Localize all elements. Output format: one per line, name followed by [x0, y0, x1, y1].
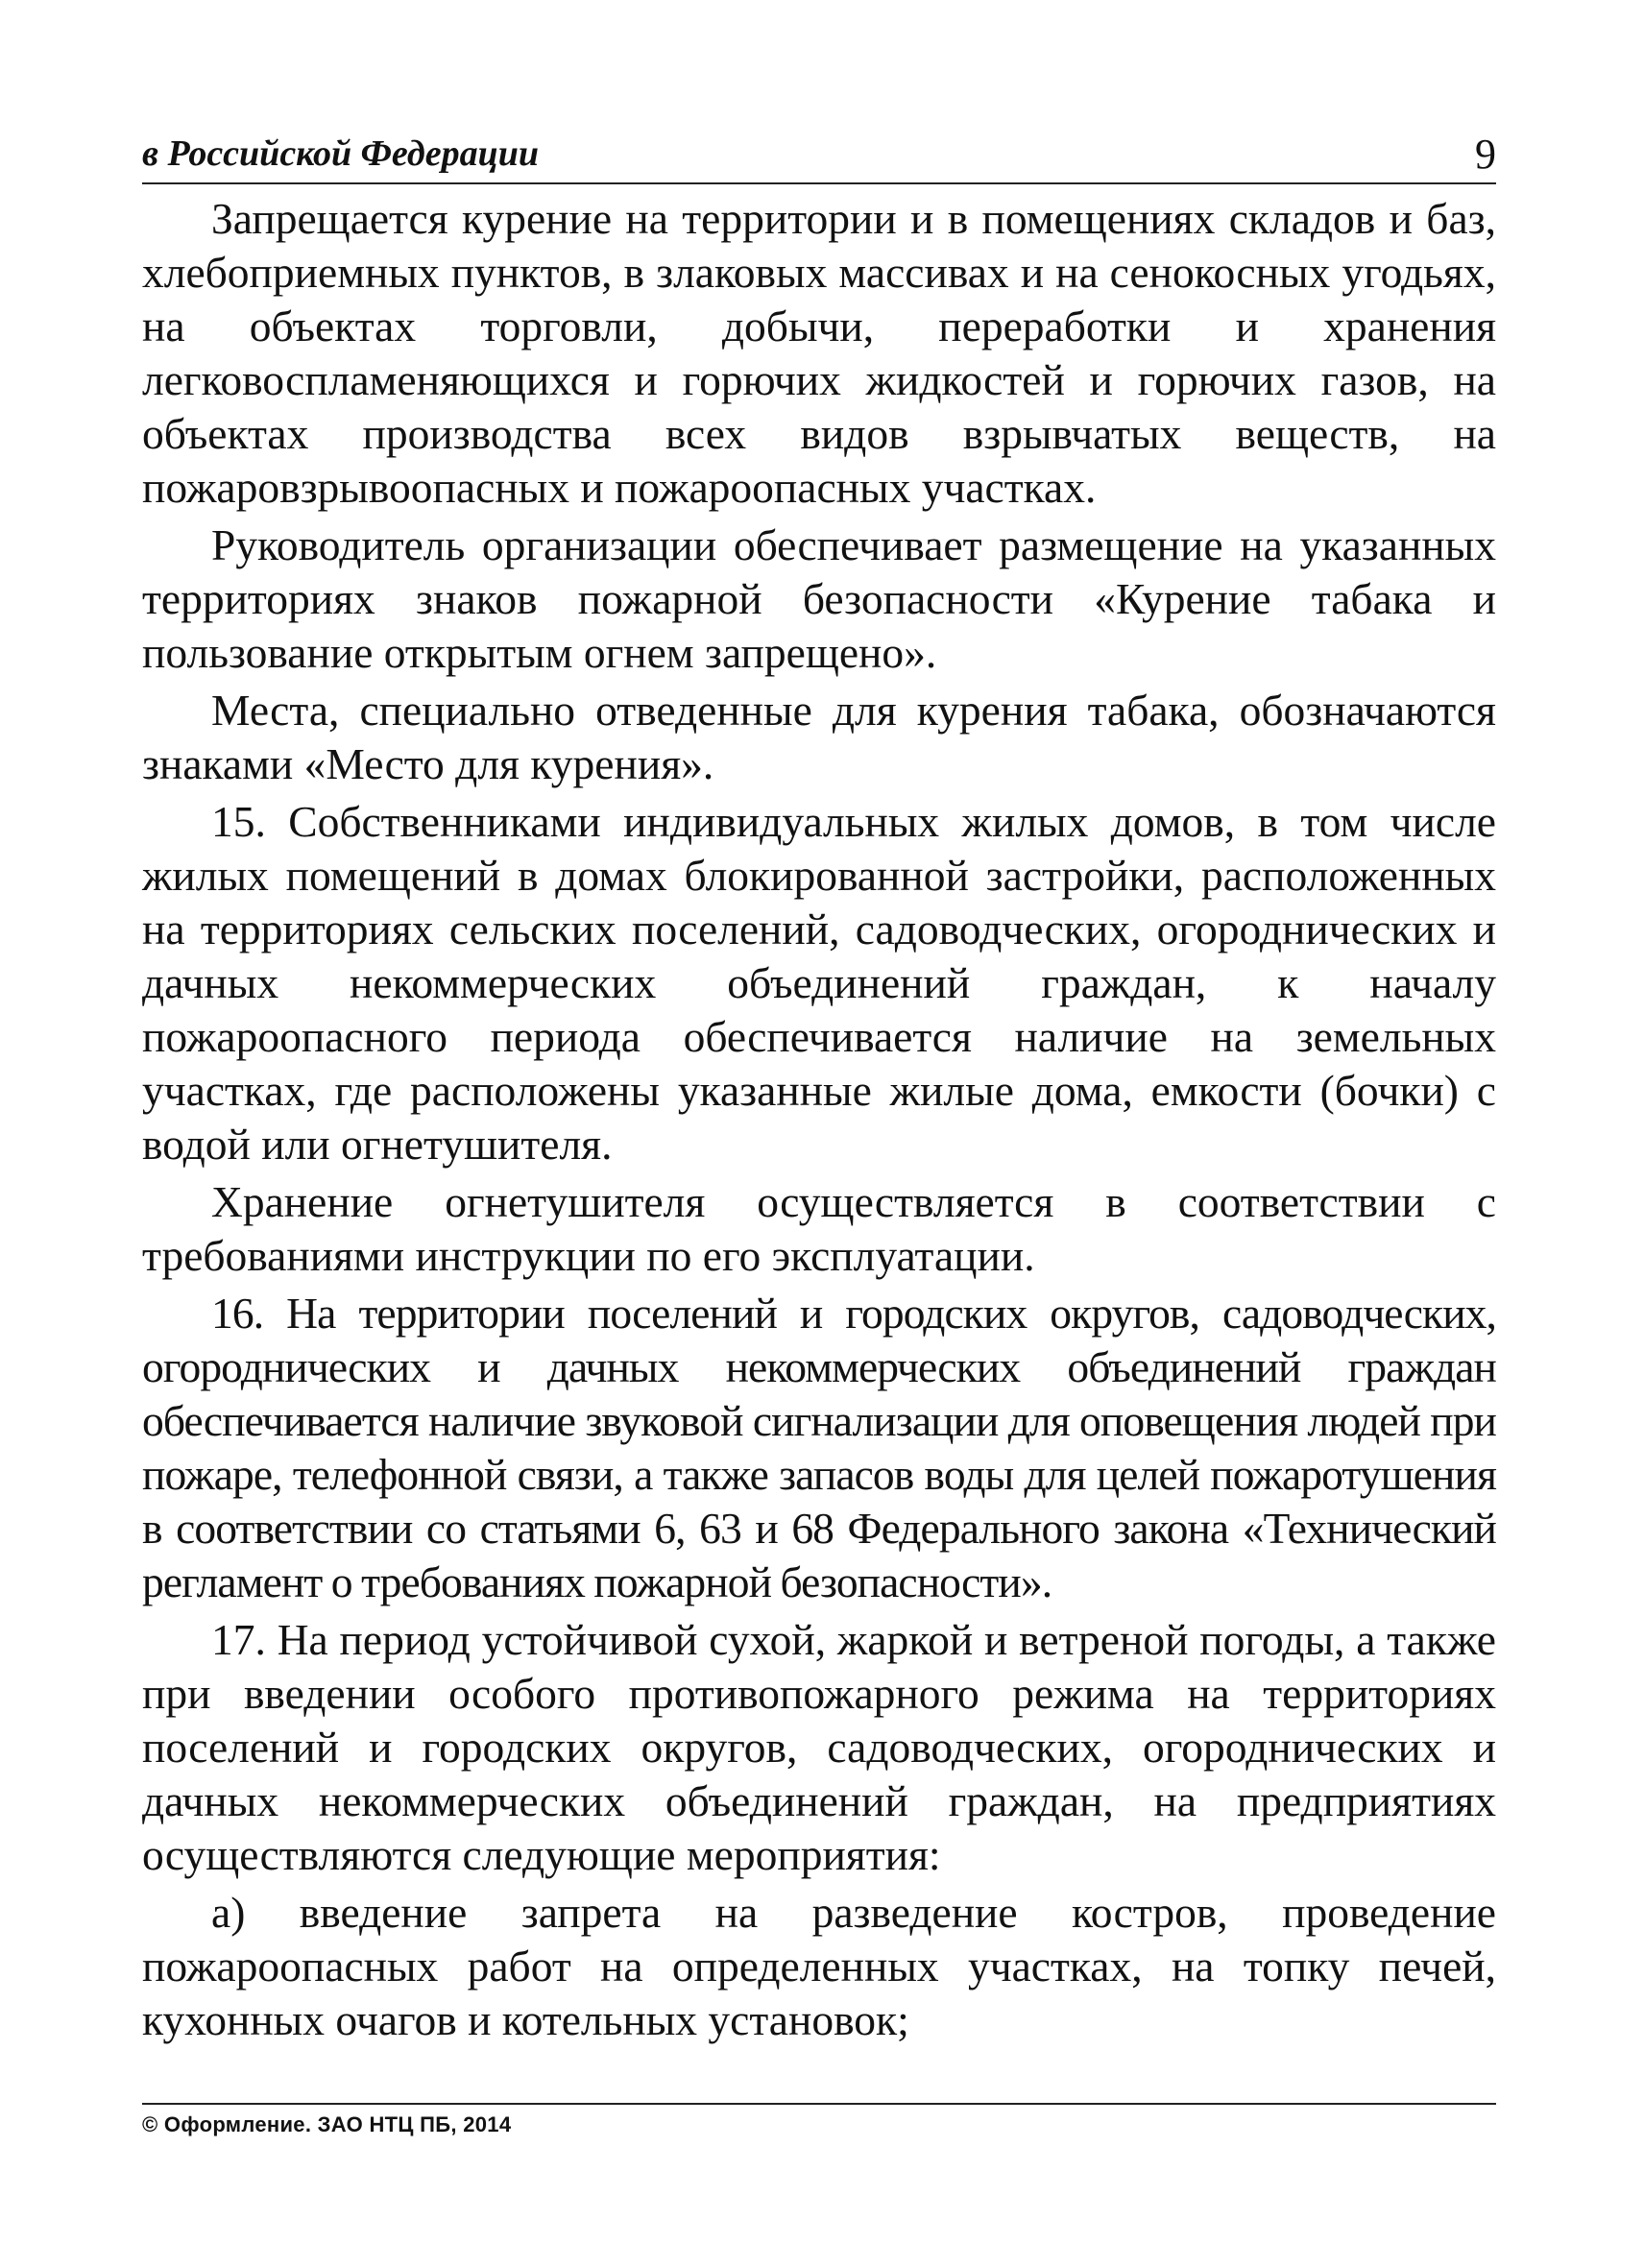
page-number: 9 — [1475, 131, 1496, 178]
paragraph-smoking-areas: Места, специально отведенные для курения табака, обозначаются знаками «Место для курения». — [142, 686, 1496, 788]
paragraph-item-16: 16. На территории поселений и городских округов, садоводческих, огороднических и дачных некоммерческих объединений граждан обеспечивается наличие звуковой сигнализации для оповещения людей при пожаре, телефонной связи, а также запасов воды для целей пожаротушения в соответствии со статьями 6, 63 и 68 Федерального закона «Технический регламент о требованиях пожарной безопасности». — [142, 1289, 1496, 1606]
running-title: в Российской Федерации — [142, 133, 539, 174]
paragraph-extinguisher-storage: Хранение огнетушителя осуществляется в соответствии с требованиями инструкции по его эксплуатации. — [142, 1177, 1496, 1280]
running-header — [142, 123, 1496, 184]
page-footer — [142, 2103, 1496, 2137]
paragraph-smoking-ban: Запрещается курение на территории и в помещениях складов и баз, хлебоприемных пунктов, в злаковых массивах и на сенокосных угодьях, на объектах торговли, добычи, переработки и хранения легковоспламеняющихся и горючих жидкостей и горючих газов, на объектах производства всех видов взрывчатых веществ, на пожаровзрывоопасных и пожароопасных участках. — [142, 194, 1496, 512]
body-text — [142, 192, 1496, 2051]
copyright-notice: © Оформление. ЗАО НТЦ ПБ, 2014 — [142, 2112, 512, 2136]
paragraph-safety-signs: Руководитель организации обеспечивает размещение на указанных территориях знаков пожарной безопасности «Курение табака и пользование открытым огнем запрещено». — [142, 520, 1496, 677]
document-page — [142, 0, 1496, 2268]
paragraph-item-17a: а) введение запрета на разведение костров, проведение пожароопасных работ на определенных участках, на топку печей, кухонных очагов и котельных установок; — [142, 1888, 1496, 2044]
paragraph-item-15: 15. Собственниками индивидуальных жилых домов, в том числе жилых помещений в домах блокированной застройки, расположенных на территориях сельских поселений, садоводческих, огороднических и дачных некоммерческих объединений граждан, к началу пожароопасного периода обеспечивается наличие на земельных участках, где расположены указанные жилые дома, емкости (бочки) с водой или огнетушителя. — [142, 797, 1496, 1169]
paragraph-item-17: 17. На период устойчивой сухой, жаркой и ветреной погоды, а также при введении особого противопожарного режима на территориях поселений и городских округов, садоводческих, огороднических и дачных некоммерческих объединений граждан, на предприятиях осуществляются следующие мероприятия: — [142, 1615, 1496, 1879]
